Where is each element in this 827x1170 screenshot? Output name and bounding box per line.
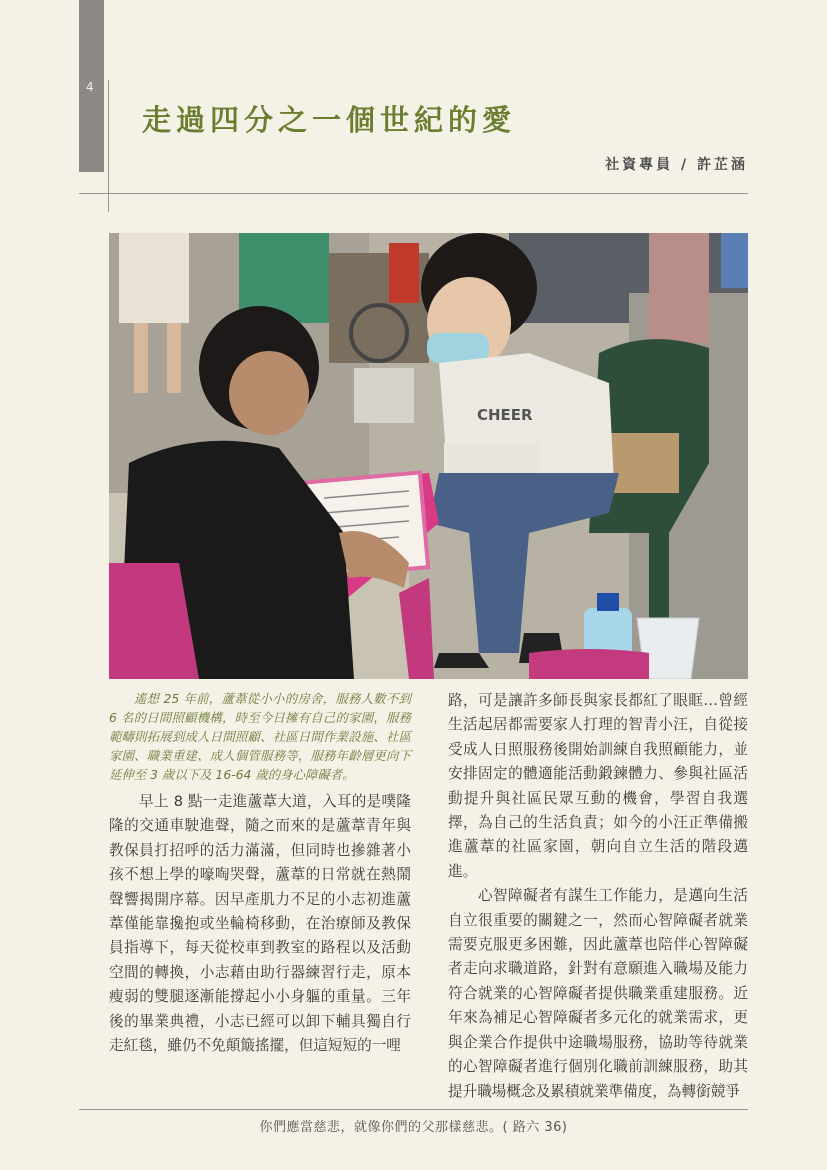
left-column (109, 689, 411, 1058)
shirt-text: CHEER (477, 406, 533, 424)
header-rule (79, 193, 748, 194)
body-paragraph: 早上 8 點一走進蘆葦大道，入耳的是噗隆隆的交通車駛進聲，隨之而來的是蘆葦青年與教保員打招呼的活力滿滿，但同時也摻雜著小孩不想上學的嚎啕哭聲，蘆葦的日常就在熱鬧聲響揭開序幕。因早產肌力不足的小志初進蘆葦僅能靠攙抱或坐輪椅移動，在治療師及教保員指導下，每天從校車到教室的路程以及活動空間的轉換，小志藉由助行器練習行走，原本瘦弱的雙腿逐漸能撐起小小身軀的重量。三年後的畢業典禮，小志已經可以卸下輔具獨自行走紅毯，雖仍不免顛簸搖擺，但這短短的一哩 (109, 793, 411, 1055)
article-title: 走過四分之一個世紀的愛 (142, 103, 517, 137)
byline: 社資專員 / 許芷涵 (605, 157, 748, 173)
right-column (448, 689, 748, 1104)
footer-rule (79, 1109, 748, 1110)
body-paragraph: 心智障礙者有謀生工作能力，是邁向生活自立很重要的關鍵之一，然而心智障礙者就業需要克服更多困難，因此蘆葦也陪伴心智障礙者走向求職道路，針對有意願進入職場及能力符合就業的心智障礙者提供職業重建服務。近年來為補足心智障礙者多元化的就業需求，更與企業合作提供中途職場服務，協助等待就業的心智障礙者進行個別化職前訓練服務，助其提升職場概念及累積就業準備度，為轉銜競爭 (448, 887, 748, 1100)
footer-verse: 你們應當慈悲，就像你們的父那樣慈悲。( 路六 36) (259, 1120, 568, 1135)
body-paragraph: 路，可是讓許多師長與家長都紅了眼眶…曾經生活起居都需要家人打理的智青小汪，自從接受成人日照服務後開始訓練自我照顧能力，並安排固定的體適能活動鍛鍊體力、參與社區活動提升與社區民眾互動的機會，學習自我選擇，為自己的生活負責；如今的小汪正準備搬進蘆葦的社區家園，朝向自立生活的階段邁進。 (448, 692, 748, 880)
article-photo (109, 233, 748, 679)
photo-caption: 遙想 25 年前，蘆葦從小小的房舍，服務人數不到 6 名的日間照顧機構，時至今日擁有自己的家園，服務範疇則拓展到成人日間照顧、社區日間作業設施、社區家園、職業重建、成人個管服務等，服務年齡層更向下延伸至 3 歲以下及 16-64 歲的身心障礙者。 (109, 691, 411, 782)
page-number: 4 (86, 80, 94, 94)
photo-illustration (109, 233, 748, 679)
